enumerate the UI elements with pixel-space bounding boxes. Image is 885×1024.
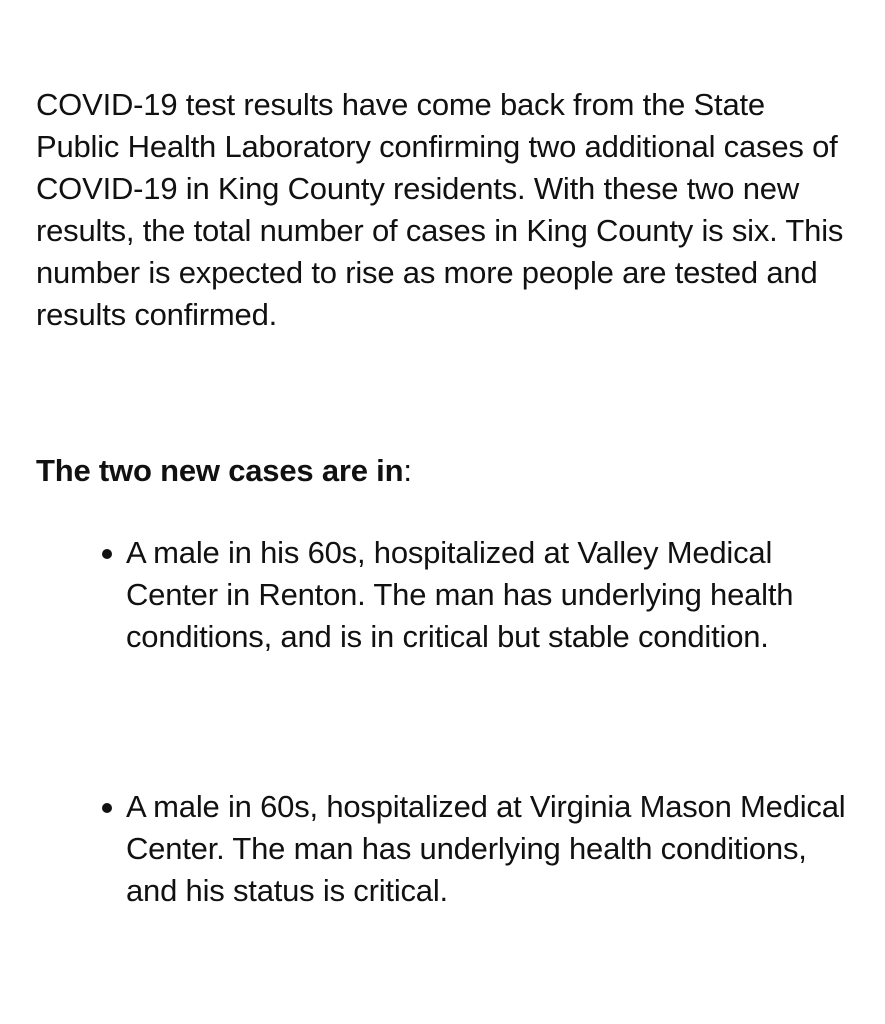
case-text: A male in 60s, hospitalized at Virginia Mason Medical Center. The man has underlying health conditions, and his status is critical. (126, 789, 846, 908)
bullet-icon (102, 803, 112, 813)
list-item (126, 786, 846, 912)
case-text: A male in his 60s, hospitalized at Valley Medical Center in Renton. The man has underlying health conditions, and is in critical but stable condition. (126, 535, 794, 654)
cases-heading (36, 450, 856, 492)
cases-heading-text: The two new cases are in (36, 453, 404, 488)
bullet-icon (102, 549, 112, 559)
intro-paragraph: COVID-19 test results have come back from the State Public Health Laboratory confirming two additional cases of COVID-19 in King County residents. With these two new results, the total number of cases in King County is six. This number is expected to rise as more people are tested and results confirmed. (36, 87, 844, 332)
cases-list (36, 532, 856, 912)
list-item (126, 532, 846, 658)
cases-heading-colon: : (403, 453, 412, 488)
article-body (36, 84, 856, 912)
